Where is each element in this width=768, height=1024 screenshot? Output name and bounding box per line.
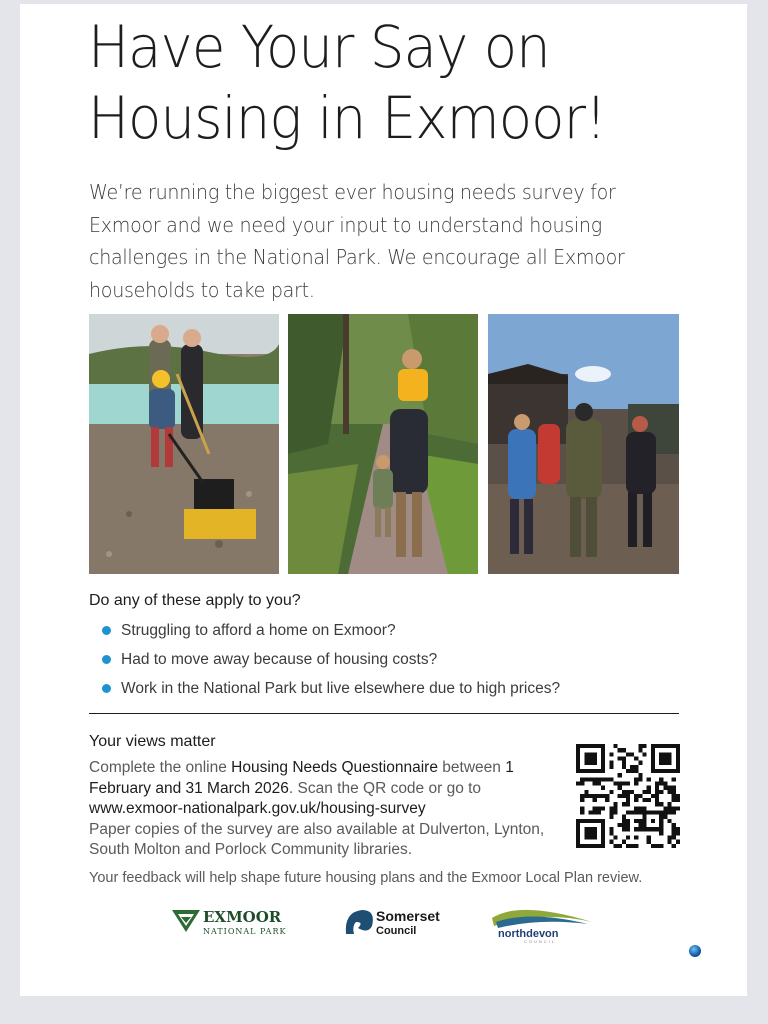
exmoor-logo-subtext: NATIONAL PARK (203, 927, 287, 936)
title-line-1: Have Your Say on (88, 13, 550, 81)
list-item (102, 645, 560, 674)
questionnaire-name: Housing Needs Questionnaire (231, 759, 438, 776)
poster-page (20, 4, 747, 996)
divider (89, 713, 679, 714)
exmoor-national-park-logo (170, 904, 300, 940)
somerset-logo-text: Somerset (376, 908, 440, 924)
north-devon-council-logo (490, 904, 595, 944)
views-heading: Your views matter (89, 733, 216, 750)
family-building-site-photo (89, 314, 279, 574)
views-paragraph (89, 758, 569, 861)
bullet-dot-icon (102, 626, 111, 635)
somerset-council-logo (342, 904, 452, 940)
northdevon-logo-subtext: COUNCIL (524, 939, 557, 944)
list-item (102, 674, 560, 703)
survey-url-link[interactable]: www.exmoor-nationalpark.gov.uk/housing-survey (89, 800, 426, 817)
survey-dates: 1 February and 31 March 2026 (89, 759, 514, 797)
page-title (88, 12, 690, 154)
views-text: between (437, 759, 506, 776)
bullet-text: Struggling to afford a home on Exmoor? (121, 622, 396, 639)
title-line-2: Housing in Exmoor! (88, 84, 606, 152)
intro-paragraph: We’re running the biggest ever housing needs survey for Exmoor and we need your input to understand housing challenges in the National Park. We encourage all Exmoor households to take part. (89, 180, 625, 302)
views-text: . Scan the QR code or go to (288, 779, 482, 797)
bullet-dot-icon (102, 655, 111, 664)
paper-copies-text: Paper copies of the survey are also available at Dulverton, Lynton, South Molton and Porlock Community libraries. (89, 820, 545, 858)
list-item (102, 616, 560, 645)
bullet-text: Work in the National Park but live elsewhere due to high prices? (121, 680, 561, 697)
views-text: Complete the online (89, 759, 232, 776)
bullet-text: Had to move away because of housing costs? (121, 651, 438, 668)
qr-code-icon[interactable] (576, 744, 680, 848)
group-hiking-photo (488, 314, 679, 574)
question-heading: Do any of these apply to you? (89, 592, 301, 609)
bullet-list (102, 616, 560, 703)
exmoor-logo-text: EXMOOR (203, 908, 282, 926)
somerset-logo-subtext: Council (376, 925, 417, 937)
family-walking-path-photo (288, 314, 478, 574)
globe-icon (689, 945, 701, 957)
northdevon-logo-text: northdevon (498, 928, 559, 940)
feedback-text: Your feedback will help shape future housing plans and the Exmoor Local Plan review. (89, 870, 643, 886)
bullet-dot-icon (102, 684, 111, 693)
